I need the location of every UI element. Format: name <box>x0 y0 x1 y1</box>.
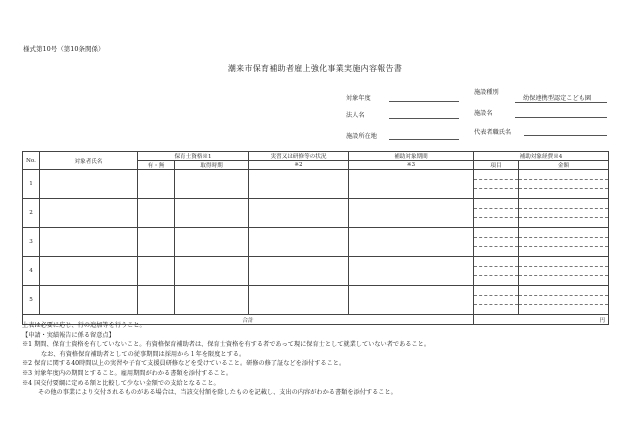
qual-date-cell[interactable] <box>175 170 249 199</box>
corporation-label: 法人名 <box>346 112 365 119</box>
col-name-header: 対象者氏名 <box>40 152 138 170</box>
note-line: その他の事業により交付されるものがある場合は、当該交付額を除したものを記載し、支出の内容がわかる書類を添付すること。 <box>38 389 397 397</box>
report-table <box>22 151 609 325</box>
cost-item-cell[interactable] <box>474 170 519 199</box>
representative-field[interactable] <box>524 135 607 136</box>
period-cell[interactable] <box>349 257 474 286</box>
cost-amount-cell[interactable] <box>519 228 609 257</box>
col-no-header: No. <box>23 152 40 170</box>
facility-address-field[interactable] <box>389 139 459 140</box>
qual-yes-no-cell[interactable] <box>138 257 175 286</box>
table-row <box>23 286 609 315</box>
training-cell[interactable] <box>249 257 349 286</box>
name-cell[interactable] <box>40 170 138 199</box>
cost-amount-cell[interactable] <box>519 170 609 199</box>
qual-yes-no-cell[interactable] <box>138 199 175 228</box>
name-cell[interactable] <box>40 228 138 257</box>
qual-yes-no-cell[interactable] <box>138 170 175 199</box>
col-period-header: 補助対象期間 <box>349 152 474 161</box>
row-number: 3 <box>23 228 40 257</box>
facility-address-label: 施設所在地 <box>346 133 377 140</box>
row-number: 1 <box>23 170 40 199</box>
cost-amount-cell[interactable] <box>519 199 609 228</box>
qual-yes-no-cell[interactable] <box>138 286 175 315</box>
facility-type-field[interactable] <box>515 102 607 103</box>
cost-amount-cell[interactable] <box>519 286 609 315</box>
facility-name-field[interactable] <box>515 117 607 118</box>
note-line: ※4 国交付要綱に定める額と比較して少ない金額での支給となること。 <box>22 379 220 387</box>
name-cell[interactable] <box>40 257 138 286</box>
note-line: 上表は必要に応じ、行の追加等を行うこと。 <box>22 322 146 329</box>
period-cell[interactable] <box>349 199 474 228</box>
period-cell[interactable] <box>349 286 474 315</box>
col-qual-yes-no-header: 有・無 <box>138 161 175 170</box>
notes-section <box>22 321 430 398</box>
col-cost-item-header: 項目 <box>474 161 519 170</box>
training-cell[interactable] <box>249 286 349 315</box>
name-cell[interactable] <box>40 286 138 315</box>
col-qualification-header: 保育士資格※1 <box>138 152 249 161</box>
name-cell[interactable] <box>40 199 138 228</box>
page-title: 潮来市保育補助者雇上強化事業実施内容報告書 <box>227 64 403 73</box>
total-label: 合計 <box>23 315 474 325</box>
note-line: 【申請・実績報告に係る留意点】 <box>22 331 115 339</box>
table-row <box>23 170 609 199</box>
training-cell[interactable] <box>249 170 349 199</box>
training-cell[interactable] <box>249 228 349 257</box>
period-cell[interactable] <box>349 228 474 257</box>
qual-date-cell[interactable] <box>175 228 249 257</box>
total-amount-cell[interactable]: 円 <box>474 315 609 325</box>
cost-item-cell[interactable] <box>474 257 519 286</box>
table-row <box>23 199 609 228</box>
qual-yes-no-cell[interactable] <box>138 228 175 257</box>
facility-type-value: 幼保連携型認定こども園 <box>523 95 592 102</box>
qual-date-cell[interactable] <box>175 286 249 315</box>
facility-type-label: 施設種別 <box>474 89 499 96</box>
col-cost-header: 補助対象経費※4 <box>474 152 609 161</box>
form-number: 様式第10号（第10条関係） <box>23 45 105 53</box>
facility-name-label: 施設名 <box>474 110 493 117</box>
row-number: 5 <box>23 286 40 315</box>
note-line: ※1 期間、保育士資格を有していないこと。有資格保育補助者は、保育士資格を有する者であって現に保育士として就業していない者であること。 <box>22 341 431 349</box>
target-year-field[interactable] <box>389 101 459 102</box>
col-training-header: 実習又は研修等の状況 <box>249 152 349 161</box>
cost-item-cell[interactable] <box>474 228 519 257</box>
col-cost-amount-header: 金額 <box>519 161 609 170</box>
table-row <box>23 228 609 257</box>
target-year-label: 対象年度 <box>346 95 371 102</box>
col-period-note: ※3 <box>349 161 474 170</box>
col-training-note: ※2 <box>249 161 349 170</box>
note-line: ※3 対象年度内の期間とすること。雇用期間がわかる書類を添付すること。 <box>22 369 233 377</box>
cost-item-cell[interactable] <box>474 199 519 228</box>
training-cell[interactable] <box>249 199 349 228</box>
corporation-field[interactable] <box>389 118 459 119</box>
cost-amount-cell[interactable] <box>519 257 609 286</box>
representative-label: 代表者職氏名 <box>474 129 512 136</box>
period-cell[interactable] <box>349 170 474 199</box>
qual-date-cell[interactable] <box>175 199 249 228</box>
table-row <box>23 257 609 286</box>
row-number: 4 <box>23 257 40 286</box>
note-line: なお、有資格保育補助者としての従事期間は採用から１年を限度とする。 <box>41 350 246 358</box>
qual-date-cell[interactable] <box>175 257 249 286</box>
row-number: 2 <box>23 199 40 228</box>
col-qual-date-header: 取得時期 <box>175 161 249 170</box>
cost-item-cell[interactable] <box>474 286 519 315</box>
note-line: ※2 保育に関する40時間以上の実習や子育て支援員研修などを受けていること。研修の修了証などを添付すること。 <box>22 360 346 368</box>
